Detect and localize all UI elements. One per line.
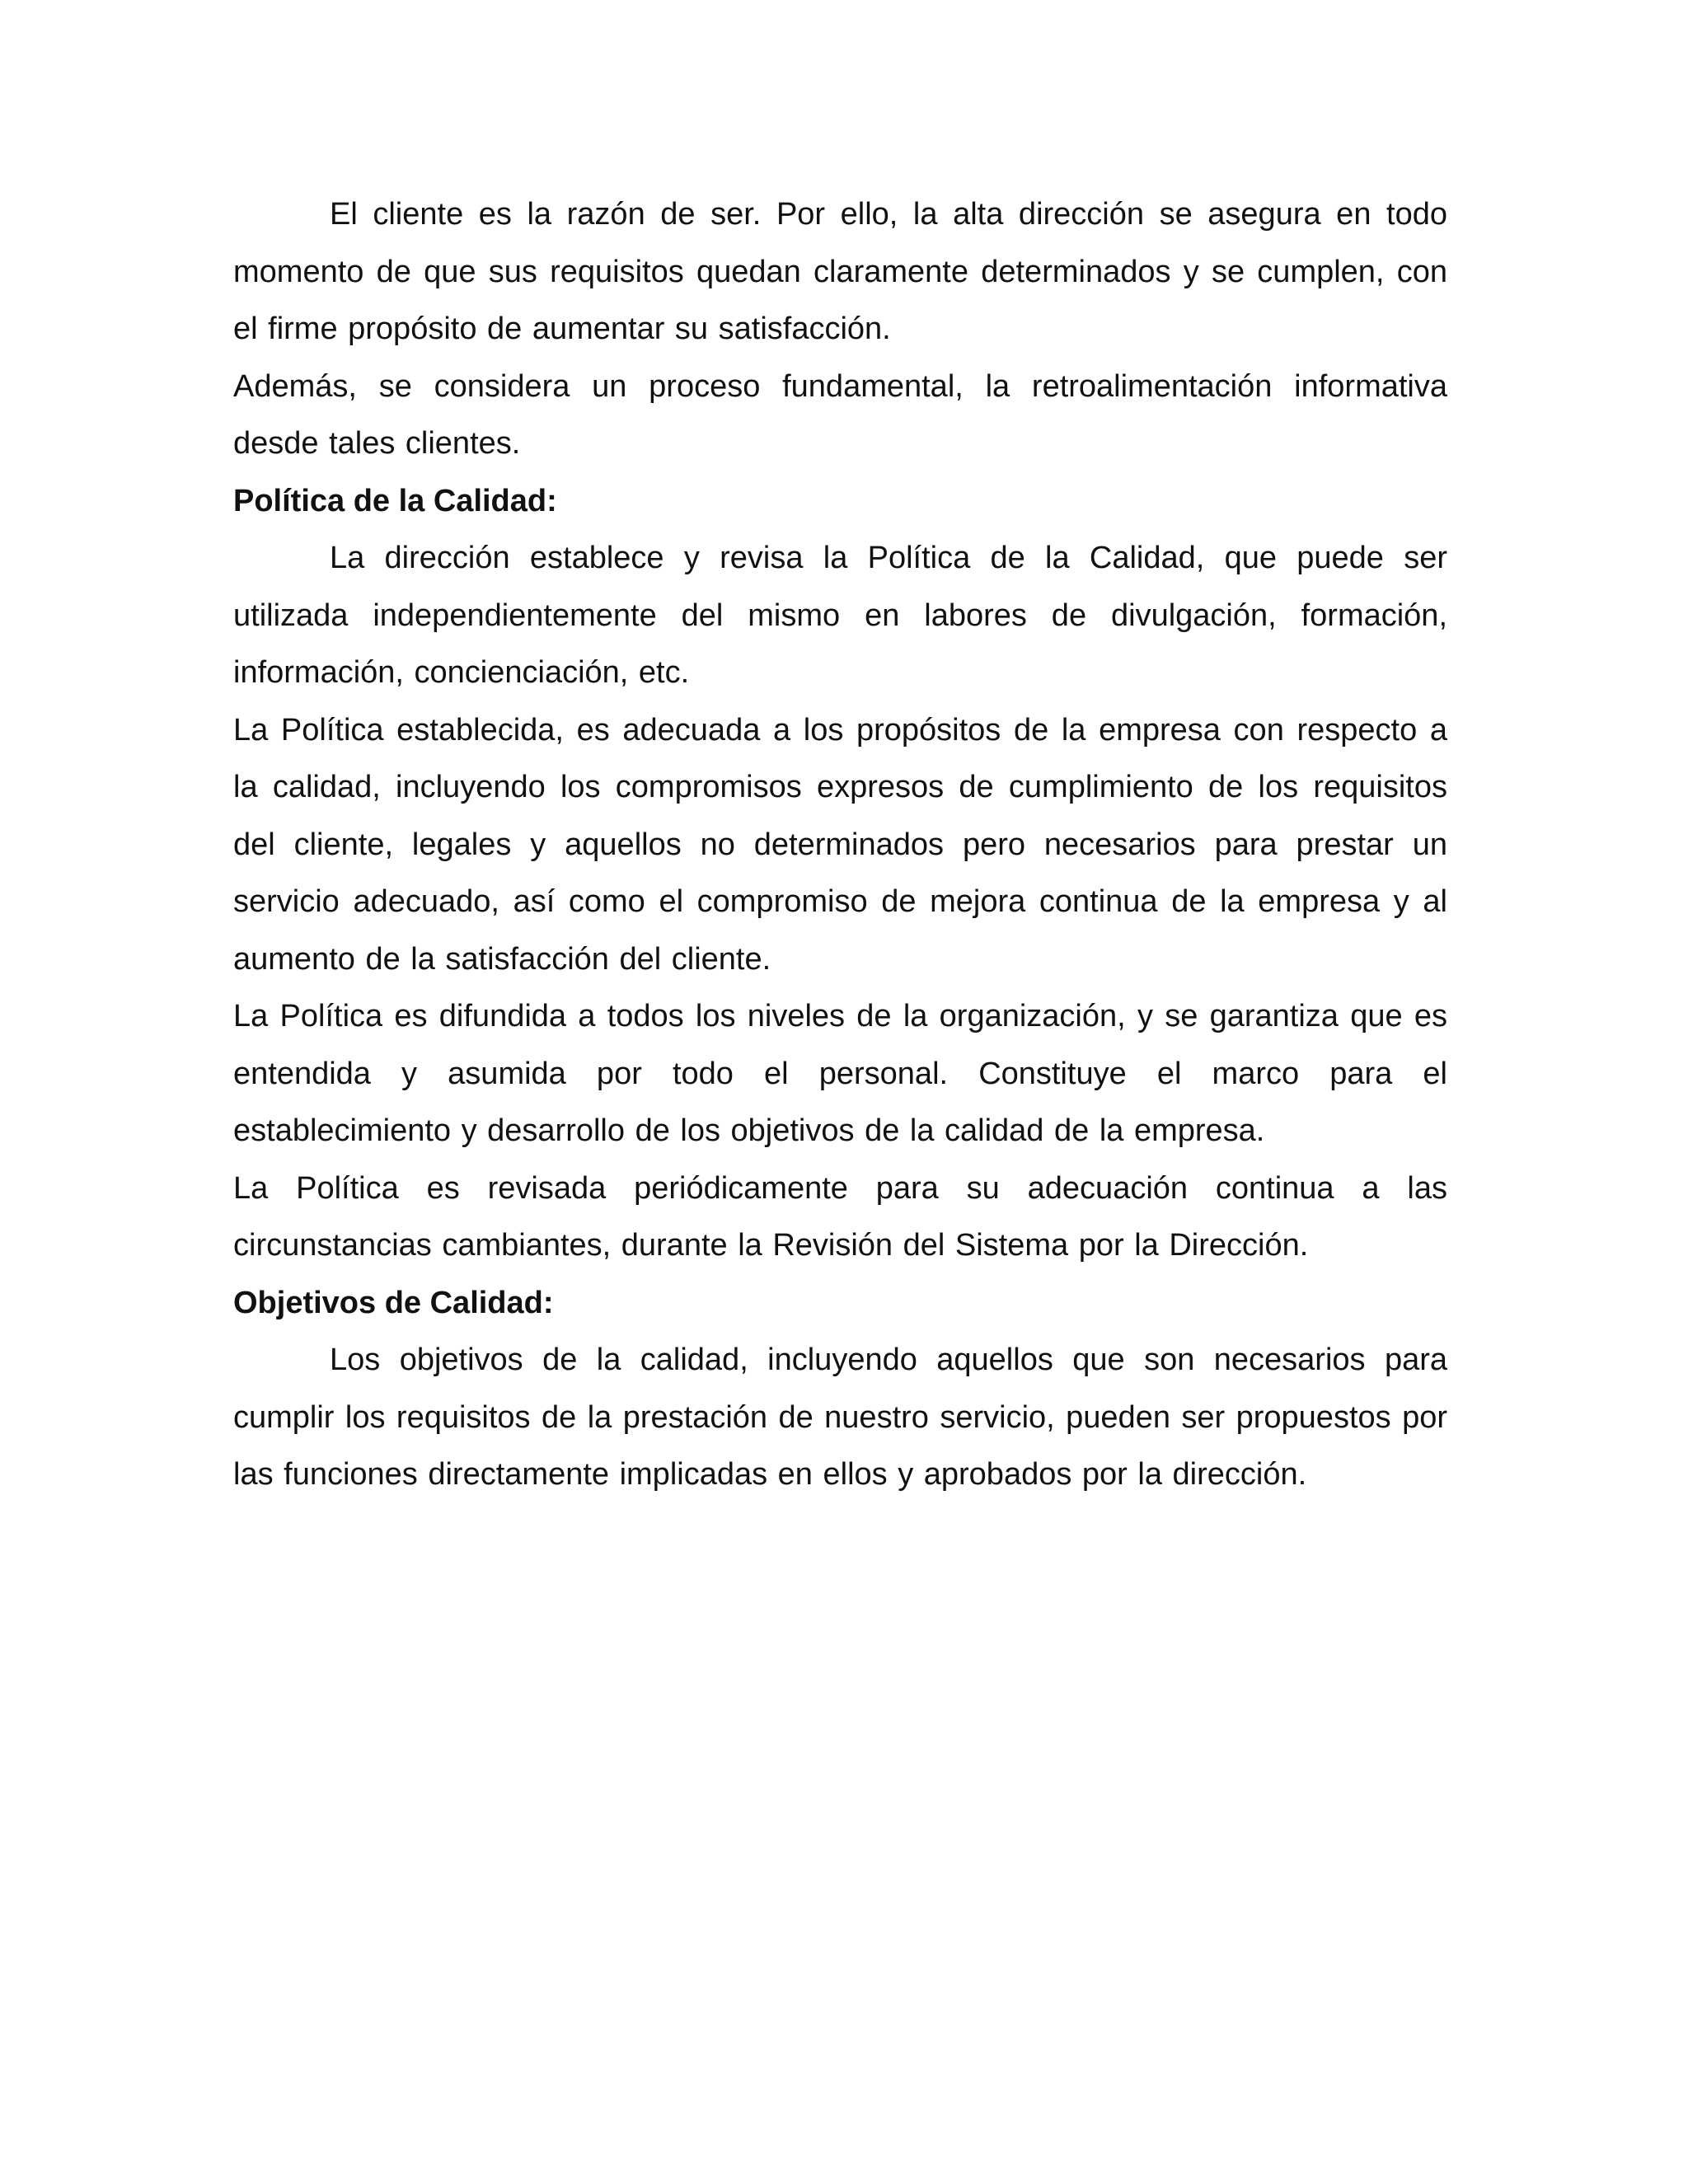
objetivos-paragraph-1: Los objetivos de la calidad, incluyendo aquellos que son necesarios para cumplir los requisitos de la prestación de nuestro servicio, pueden ser propuestos por las funciones directamente implicadas en ellos y aprobados por la dirección. xyxy=(233,1343,1447,1492)
politica-paragraph-1: La dirección establece y revisa la Política de la Calidad, que puede ser utilizada independientemente del mismo en labores de divulgación, formación, información, concienciación, etc. xyxy=(233,541,1447,690)
politica-paragraph-4: La Política es revisada periódicamente para su adecuación continua a las circunstancias cambiantes, durante la Revisión del Sistema por la Dirección. xyxy=(233,1170,1447,1263)
politica-paragraph-2: La Política establecida, es adecuada a los propósitos de la empresa con respecto a la calidad, incluyendo los compromisos expresos de cumplimiento de los requisitos del cliente, legales y aquellos no determinados pero necesarios para prestar un servicio adecuado, así como el compromiso de mejora continua de la empresa y al aumento de la satisfacción del cliente. xyxy=(233,712,1447,977)
document-body xyxy=(233,186,1447,1504)
intro-paragraph-2: Además, se considera un proceso fundamental, la retroalimentación informativa desde tales clientes. xyxy=(233,368,1447,461)
section-heading-politica: Política de la Calidad: xyxy=(233,483,557,518)
section-heading-objetivos: Objetivos de Calidad: xyxy=(233,1285,554,1320)
intro-paragraph-1: El cliente es la razón de ser. Por ello, la alta dirección se asegura en todo momento de que sus requisitos quedan claramente determinados y se cumplen, con el firme propósito de aumentar su satisfacción. xyxy=(233,197,1447,346)
politica-paragraph-3: La Política es difundida a todos los niveles de la organización, y se garantiza que es entendida y asumida por todo el personal. Constituye el marco para el establecimiento y desarrollo de los objetivos de la calidad de la empresa. xyxy=(233,999,1447,1148)
